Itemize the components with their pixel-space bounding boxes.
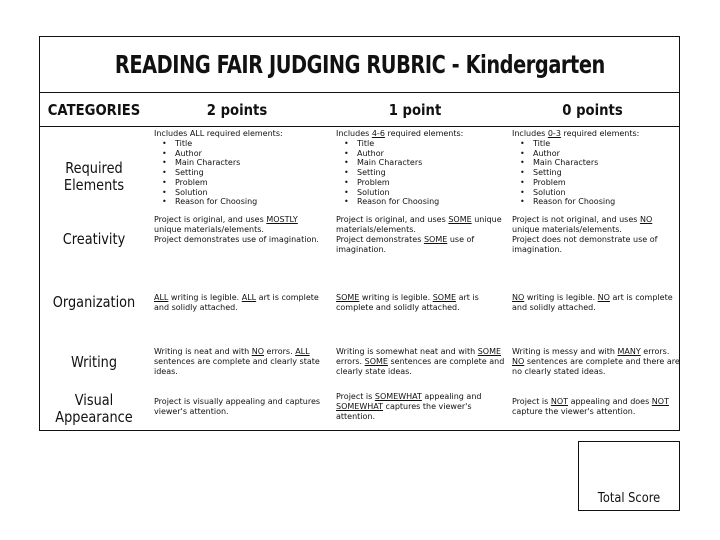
title-row bbox=[40, 37, 679, 93]
cell-creativity-0 bbox=[512, 215, 678, 255]
row-writing bbox=[40, 337, 679, 387]
elements-list bbox=[336, 139, 508, 207]
text-emphasis: SOME bbox=[336, 293, 360, 302]
text: errors. bbox=[336, 357, 365, 366]
cell-organization-1 bbox=[336, 293, 504, 313]
text-emphasis: MOSTLY bbox=[266, 215, 298, 224]
text: art is complete and solidly attached. bbox=[154, 293, 319, 312]
total-score-box[interactable] bbox=[578, 441, 680, 511]
list-item: • Reason for Choosing bbox=[344, 197, 508, 207]
text: Includes ALL required elements: bbox=[154, 129, 283, 138]
list-item: • Title bbox=[520, 139, 680, 149]
cell-text bbox=[336, 129, 508, 139]
header-0-points: 0 points bbox=[562, 100, 623, 119]
text: art is complete and solidly attached. bbox=[336, 293, 479, 312]
text-emphasis: NOT bbox=[651, 397, 669, 406]
text: Project is bbox=[336, 392, 375, 401]
text: Project demonstrates use of imagination. bbox=[154, 235, 319, 244]
text: sentences are complete and there are no clearly stated ideas. bbox=[512, 357, 680, 376]
text-emphasis: MANY bbox=[617, 347, 641, 356]
cell-visual-0 bbox=[512, 397, 678, 417]
list-item: • Problem bbox=[162, 178, 326, 188]
list-item: • Title bbox=[162, 139, 326, 149]
elements-list bbox=[154, 139, 326, 207]
cell-required-0 bbox=[512, 129, 680, 207]
text-emphasis: 0-3 bbox=[547, 129, 561, 138]
text: appealing and bbox=[421, 392, 482, 401]
text-emphasis: SOME bbox=[423, 235, 448, 244]
text: use of imagination. bbox=[336, 235, 475, 254]
list-item: • Setting bbox=[162, 168, 326, 178]
cell-required-1 bbox=[336, 129, 508, 207]
text: unique materials/elements. bbox=[512, 225, 622, 234]
text: sentences are complete and clearly state ideas. bbox=[336, 357, 505, 376]
text: Project is original, and uses bbox=[154, 215, 267, 224]
category-creativity: Creativity bbox=[62, 229, 126, 248]
text: Project is visually appealing and captures viewer's attention. bbox=[154, 397, 321, 416]
row-creativity bbox=[40, 211, 679, 271]
text-emphasis: ALL bbox=[295, 347, 310, 356]
list-item: • Title bbox=[344, 139, 508, 149]
header-1-point: 1 point bbox=[388, 100, 442, 119]
list-item: • Author bbox=[520, 149, 680, 159]
text: writing is legible. bbox=[359, 293, 433, 302]
text: Writing is messy and with bbox=[512, 347, 618, 356]
elements-list bbox=[512, 139, 680, 207]
cell-writing-0 bbox=[512, 347, 680, 377]
text: Project demonstrates bbox=[336, 235, 424, 244]
text-emphasis: NO bbox=[597, 293, 610, 302]
text-emphasis: SOME bbox=[364, 357, 388, 366]
cell-text bbox=[154, 129, 326, 139]
text: writing is legible. bbox=[168, 293, 242, 302]
category-writing: Writing bbox=[70, 352, 118, 371]
list-item: • Solution bbox=[162, 188, 326, 198]
text-emphasis: ALL bbox=[154, 293, 169, 302]
text: writing is legible. bbox=[524, 293, 598, 302]
text: errors. bbox=[264, 347, 296, 356]
rubric-table bbox=[39, 36, 680, 431]
text: Project is original, and uses bbox=[336, 215, 449, 224]
list-item: • Author bbox=[344, 149, 508, 159]
text-emphasis: SOMEWHAT bbox=[374, 392, 422, 401]
category-required-elements: Required Elements bbox=[63, 159, 125, 194]
text: required elements: bbox=[384, 129, 464, 138]
category-organization: Organization bbox=[52, 292, 136, 311]
text: Writing is somewhat neat and with bbox=[336, 347, 478, 356]
text: required elements: bbox=[560, 129, 640, 138]
text: Includes bbox=[336, 129, 372, 138]
text: errors. bbox=[640, 347, 670, 356]
cell-creativity-2 bbox=[154, 215, 326, 245]
text: Project does not demonstrate use of imagination. bbox=[512, 235, 658, 254]
list-item: • Main Characters bbox=[344, 158, 508, 168]
list-item: • Main Characters bbox=[162, 158, 326, 168]
cell-creativity-1 bbox=[336, 215, 506, 255]
text-emphasis: SOME bbox=[448, 215, 472, 224]
text-emphasis: NO bbox=[639, 215, 653, 224]
text: appealing and does bbox=[568, 397, 652, 406]
list-item: • Reason for Choosing bbox=[162, 197, 326, 207]
text: unique materials/elements. bbox=[336, 215, 502, 234]
cell-organization-0 bbox=[512, 293, 680, 313]
header-row bbox=[40, 93, 679, 127]
cell-writing-2 bbox=[154, 347, 326, 377]
text-emphasis: SOME bbox=[477, 347, 502, 356]
list-item: • Author bbox=[162, 149, 326, 159]
text-emphasis: NO bbox=[251, 347, 265, 356]
text: Includes bbox=[512, 129, 548, 138]
text-emphasis: SOMEWHAT bbox=[336, 402, 383, 411]
text: capture the viewer's attention. bbox=[512, 407, 636, 416]
text-emphasis: SOME bbox=[432, 293, 457, 302]
text: captures the viewer's attention. bbox=[336, 402, 472, 421]
cell-visual-2 bbox=[154, 397, 326, 417]
text: Project is bbox=[512, 397, 551, 406]
list-item: • Problem bbox=[520, 178, 680, 188]
list-item: • Setting bbox=[520, 168, 680, 178]
total-score-label: Total Score bbox=[597, 491, 661, 506]
text: Project is not original, and uses bbox=[512, 215, 640, 224]
cell-visual-1 bbox=[336, 392, 502, 422]
text-emphasis: NOT bbox=[550, 397, 569, 406]
text: art is complete and solidly attached. bbox=[512, 293, 673, 312]
header-2-points: 2 points bbox=[206, 100, 268, 119]
list-item: • Setting bbox=[344, 168, 508, 178]
cell-writing-1 bbox=[336, 347, 506, 377]
page-title: READING FAIR JUDGING RUBRIC - Kindergarten bbox=[114, 50, 605, 79]
text-emphasis: NO bbox=[512, 293, 525, 302]
text-emphasis: ALL bbox=[241, 293, 257, 302]
text: Writing is neat and with bbox=[154, 347, 252, 356]
list-item: • Solution bbox=[520, 188, 680, 198]
text: sentences are complete and clearly state ideas. bbox=[154, 357, 320, 376]
list-item: • Problem bbox=[344, 178, 508, 188]
cell-organization-2 bbox=[154, 293, 332, 313]
cell-text bbox=[512, 129, 680, 139]
category-visual-appearance: Visual Appearance bbox=[55, 391, 133, 426]
cell-required-2 bbox=[154, 129, 326, 207]
list-item: • Solution bbox=[344, 188, 508, 198]
row-visual-appearance bbox=[40, 387, 679, 432]
text-emphasis: NO bbox=[512, 357, 525, 366]
list-item: • Main Characters bbox=[520, 158, 680, 168]
list-item: • Reason for Choosing bbox=[520, 197, 680, 207]
text-emphasis: 4-6 bbox=[371, 129, 385, 138]
text: unique materials/elements. bbox=[154, 225, 264, 234]
row-organization bbox=[40, 277, 679, 327]
header-categories: CATEGORIES bbox=[47, 100, 141, 119]
